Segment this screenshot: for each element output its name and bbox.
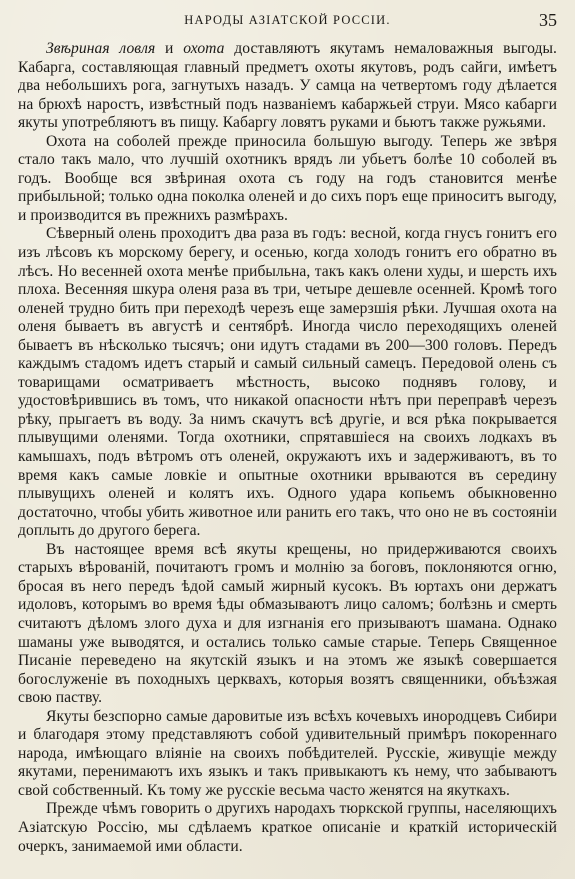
paragraph-text: Прежде чѣмъ говорить о другихъ народахъ тюркской группы, населяющихъ Азіатскую Россію, мы сдѣлаемъ краткое описаніе и краткій историческій очеркъ, занимаемой ими области. (18, 800, 557, 855)
paragraph-religion (18, 541, 557, 708)
connector-word: и (155, 40, 184, 57)
paragraph-influence (18, 708, 557, 801)
page-number: 35 (539, 10, 557, 30)
running-title: НАРОДЫ АЗІАТСКОЙ РОССІИ. (184, 12, 391, 27)
paragraph-text: Сѣверный олень проходитъ два раза въ годъ: весной, когда гнусъ гонитъ его изъ лѣсовъ къ морскому берегу, и осенью, когда холодъ гонитъ его обратно въ лѣсъ. Но весенней охота менѣе прибыльна, такъ какъ олени худы, и шерсть ихъ плоха. Весенняя шкура оленя раза въ три, четыре дешевле осенней. Кромѣ того оленей трудно бить при переходѣ черезъ еще замерзшія рѣки. Лучшая охота на оленя бываетъ въ августѣ и сентябрѣ. Иногда число переходящихъ оленей бываетъ въ нѣсколько тысячъ; они идутъ стадами въ 200—300 головъ. Передъ каждымъ стадомъ идетъ старый и самый сильный самецъ. Передовой олень съ товарищами осматриваетъ мѣстность, высоко поднявъ голову, и удостовѣрившись въ томъ, что никакой опасности нѣтъ при переправѣ черезъ рѣку, прыгаетъ въ воду. За нимъ скачутъ всѣ другіе, и вся рѣка покрывается плывущими оленями. Тогда охотники, спрятавшіеся на своихъ лодкахъ въ камышахъ, подъ вѣтромъ отъ оленей, окружаютъ ихъ и задерживаютъ, въ то время какъ самые ловкіе и опытные охотники врываются въ середину плывущихъ оленей и колятъ ихъ. Одного удара копьемъ обыкновенно достаточно, чтобы убить животное или ранить его такъ, что оно не въ состояніи доплыть до другого берега. (18, 225, 557, 540)
paragraph-reindeer (18, 225, 557, 540)
paragraph-text: доставляютъ якутамъ немаловажныя выгоды. Кабарга, составляющая главный предметъ охоты якутовъ, родъ сайги, имѣетъ два небольшихъ рога, загнутыхъ назадъ. У самца на четвертомъ году дѣлается на брюхѣ наростъ, извѣстный подъ названіемъ кабаржьей струи. Мясо кабарги якуты употребляютъ въ пищу. Кабаргу ловятъ руками и бьютъ также ружьями. (18, 40, 558, 132)
paragraph-transition (18, 800, 557, 856)
paragraph-text: Якуты безспорно самые даровитые изъ всѣхъ кочевыхъ инородцевъ Сибири и благодаря этому представляютъ собой удивительный примѣръ покореннаго народа, имѣющаго вліяніе на своихъ побѣдителей. Русскіе, живущіе между якутами, перенимаютъ ихъ языкъ и такъ привыкаютъ къ нему, что забываютъ свой собственный. Къ тому же русскіе весьма часто женятся на якуткахъ. (18, 707, 557, 799)
paragraph-sable (18, 133, 557, 226)
paragraph-text: Охота на соболей прежде приносила большую выгоду. Теперь же звѣря стало такъ мало, что лучшій охотникъ врядъ ли убьетъ болѣе 10 соболей въ годъ. Вообще вся звѣриная охота съ году на годъ становится менѣе прибыльной; только одна поколка оленей и до сихъ поръ еще приноситъ выгоду, и производится въ прежнихъ размѣрахъ. (18, 132, 557, 224)
italic-phrase-hunting: Звѣриная ловля (46, 40, 156, 57)
paragraph-hunting (18, 40, 557, 133)
paragraph-text: Въ настоящее время всѣ якуты крещены, но придерживаются своихъ старыхъ вѣрованій, почитаютъ громъ и молнію за боговъ, поклоняются огню, бросая въ него передъ ѣдой самый жирный кусокъ. Въ юртахъ они держатъ идоловъ, которымъ во время ѣды обмазываютъ лицо саломъ; болѣзнь и смерть считаютъ дѣломъ злого духа и для изгнанія его призываютъ шамана. Однако шаманы уже выводятся, и остались только самые старые. Теперь Священное Писаніе переведено на якутскій языкъ и на этомъ же языкѣ совершается богослуженіе въ походныхъ церквахъ, которыя возятъ священники, объѣзжая свою паству. (18, 540, 557, 707)
body-text (18, 40, 557, 856)
italic-phrase-hunt: охота (183, 40, 225, 57)
page-header (18, 6, 557, 34)
